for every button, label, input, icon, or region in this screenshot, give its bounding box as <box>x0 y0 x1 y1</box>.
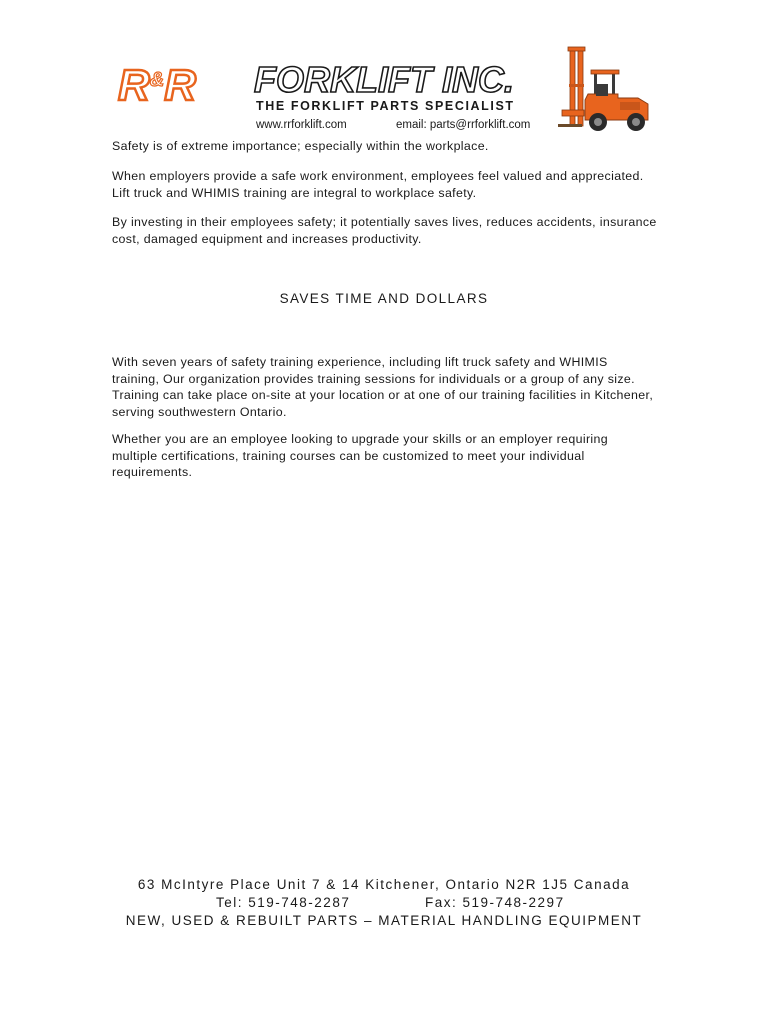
footer-telephone: Tel: 519-748-2287 <box>216 895 351 910</box>
forklift-icon <box>558 44 652 134</box>
footer <box>0 876 768 930</box>
letterhead <box>112 44 652 136</box>
paragraph-custom-courses: Whether you are an employee looking to upgrade your skills or an employer requiring multiple certifications, training courses can be customized to meet your individual requirements. <box>112 432 609 479</box>
paragraph-investing: By investing in their employees safety; it potentially saves lives, reduces accidents, insurance cost, damaged equipment and increases productivity. <box>112 215 657 246</box>
paragraph-safe-environment: When employers provide a safe work environment, employees feel valued and appreciated. Lift truck and WHIMIS training are integral to workplace safety. <box>112 169 644 200</box>
rr-logo <box>118 61 196 110</box>
logo-ampersand: & <box>149 69 164 91</box>
footer-tagline: NEW, USED & REBUILT PARTS – MATERIAL HANDLING EQUIPMENT <box>125 913 643 928</box>
footer-fax: Fax: 519-748-2297 <box>425 895 565 910</box>
logo-letter-r-left: R <box>118 61 149 110</box>
logo-letter-r-right: R <box>164 61 196 110</box>
footer-address: 63 McIntyre Place Unit 7 & 14 Kitchener, Ontario N2R 1J5 Canada <box>137 877 631 892</box>
company-name: FORKLIFT INC. <box>254 59 514 100</box>
company-tagline: THE FORKLIFT PARTS SPECIALIST <box>256 99 515 113</box>
footer-phones <box>0 894 768 912</box>
email-link[interactable]: email: parts@rrforklift.com <box>396 119 531 131</box>
paragraph-training-experience: With seven years of safety training experience, including lift truck safety and WHIMIS training, Our organization provides training sessions for individuals or a group of any size. Training can take place on-site at your location or at one of our training facilities in Kitchener, serving southwestern Ontario. <box>112 355 654 419</box>
section-heading: SAVES TIME AND DOLLARS <box>279 291 489 306</box>
paragraph-safety-intro: Safety is of extreme importance; especially within the workplace. <box>112 139 489 153</box>
website-link[interactable]: www.rrforklift.com <box>256 119 347 131</box>
